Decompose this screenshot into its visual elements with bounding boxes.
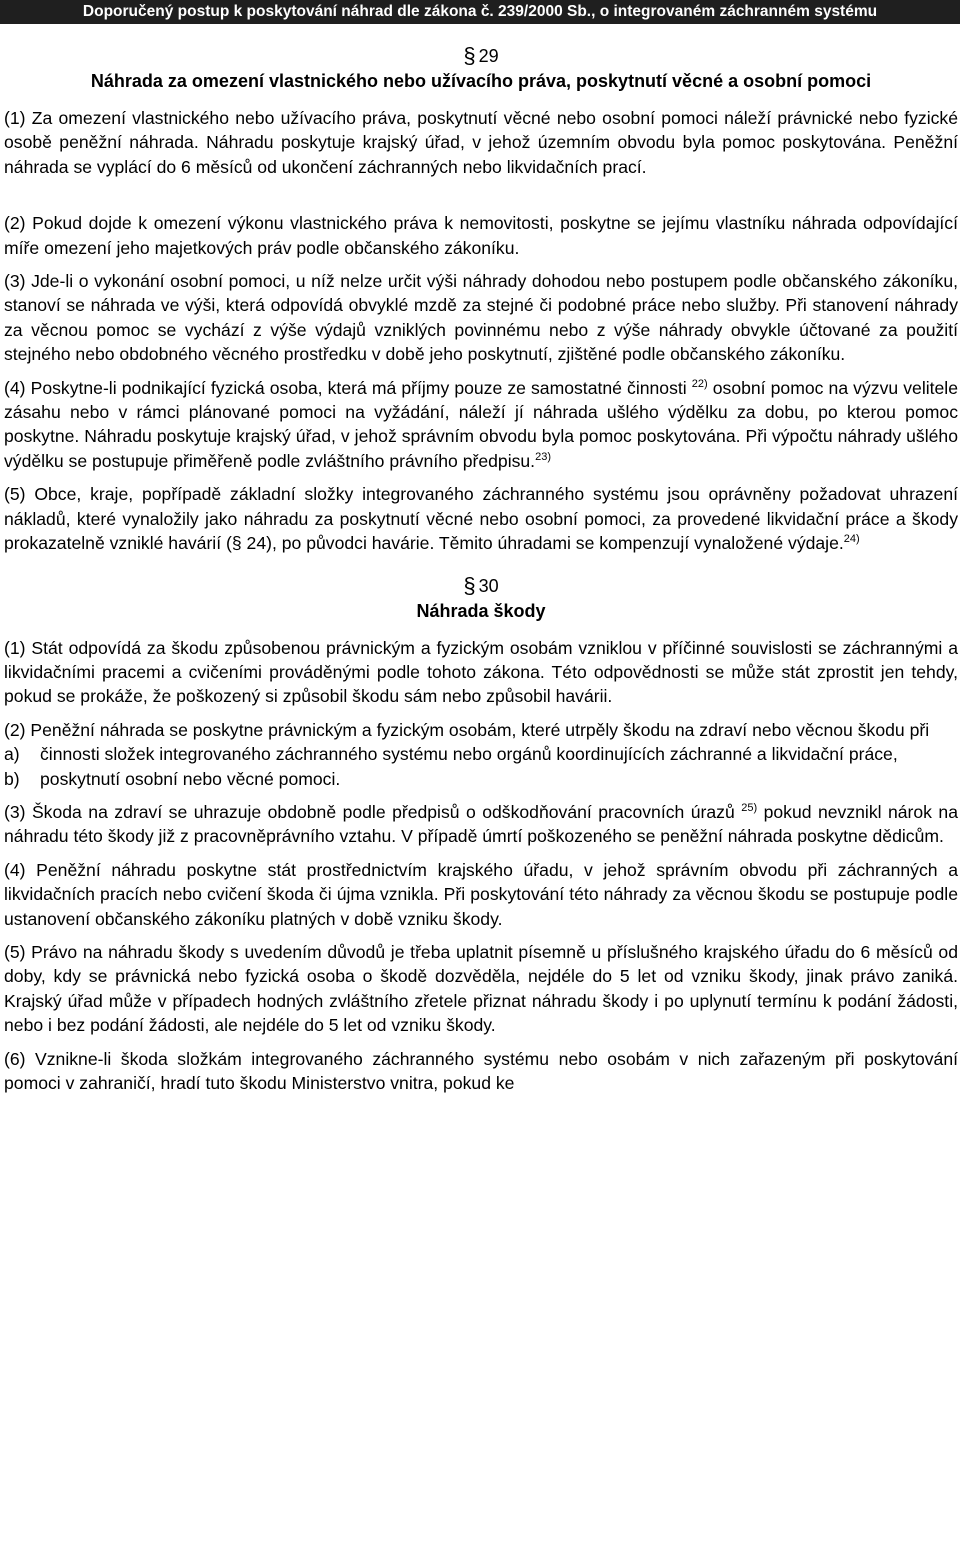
section-29 <box>4 44 958 556</box>
paragraph-text: (3) Škoda na zdraví se uhrazuje obdobně podle předpisů o odškodňování pracovních úrazů <box>4 801 735 822</box>
page-header <box>0 0 960 24</box>
footnote-ref: 23) <box>535 450 551 463</box>
list-marker: a) <box>4 744 20 765</box>
paragraph-29-1: (1) Za omezení vlastnického nebo užívacího práva, poskytnutí věcné nebo osobní pomoci náleží právnické nebo fyzické osobě peněžní náhrada. Náhradu poskytuje krajský úřad, v jehož územním obvodu byla pomoc poskytována. Peněžní náhrada se vyplácí do 6 měsíců od ukončení záchranných nebo likvidačních prací. <box>4 108 958 177</box>
paragraph-30-4: (4) Peněžní náhradu poskytne stát prostřednictvím krajského úřadu, v jehož správním obvodu při záchranných a likvidačních pracích nebo cvičení škoda či újma vznikla. Při poskytování této náhrady za věcnou škodu se postupuje podle ustanovení občanského zákoníku platných v době vzniku škody. <box>4 859 958 929</box>
section-number <box>4 574 958 598</box>
paragraph-text: 24), po původci havárie. Těmito úhradami se kompenzují vynaložené výdaje. <box>241 533 844 554</box>
paragraph-29-2: (2) Pokud dojde k omezení výkonu vlastnického práva k nemovitosti, poskytne se jejímu vlastníku náhrada odpovídající míře omezení jeho majetkových práv podle občanského zákoníku. <box>4 213 958 258</box>
list-item-text: poskytnutí osobní nebo věcné pomoci. <box>40 768 341 789</box>
paragraph-30-2: (2) Peněžní náhrada se poskytne právnickým a fyzickým osobám, které utrpěly škodu na zdraví nebo věcnou škodu při <box>4 719 930 740</box>
section-symbol: § <box>463 572 476 598</box>
paragraph-29-3: (3) Jde-li o vykonání osobní pomoci, u níž nelze určit výši náhrady dohodou nebo postupem podle občanského zákoníku, stanoví se náhrada ve výši, která odpovídá obvyklé mzdě za stejné či podobné práce nebo služby. Při stanovení náhrady za věcnou pomoc se vychází z výše výdajů vzniklých povinnému nebo z výše náhrady obvykle účtované za použití stejného nebo obdobného věcného prostředku v době jeho poskytnutí, zjištěné podle občanského zákoníku. <box>4 271 958 365</box>
paragraph-30-1: (1) Stát odpovídá za škodu způsobenou právnickým a fyzickým osobám vzniklou v příčinné souvislosti se záchrannými a likvidačními pracemi a cvičeními prováděnými podle tohoto zákona. Této odpovědnosti se může stát zprostit jen tehdy, pokud se prokáže, že poškozený si způsobil škodu sám nebo způsobil havárii. <box>4 637 958 707</box>
paragraph-30-6: (6) Vznikne-li škoda složkám integrovaného záchranného systému nebo osobám v nich zařazeným při poskytování pomoci v zahraničí, hradí tuto škodu Ministerstvo vnitra, pokud ke <box>4 1048 958 1093</box>
section-30 <box>4 574 958 1096</box>
section-symbol: § <box>463 43 476 68</box>
paragraph-29-4 <box>4 376 958 474</box>
section-number <box>4 44 958 68</box>
document-body <box>4 44 958 1104</box>
list-item <box>4 742 958 766</box>
section-number-value: 29 <box>478 46 499 66</box>
paragraph-text: pokud nevznikl nárok na náhradu této škody již z pracovněprávního vztahu. V případě úmrtí poškozeného se peněžní náhrada poskytne dědicům. <box>4 801 959 847</box>
list-item <box>4 767 958 791</box>
section-title: Náhrada za omezení vlastnického nebo užívacího práva, poskytnutí věcné a osobní pomoci <box>90 71 872 91</box>
section-symbol-inline: § <box>231 533 242 554</box>
paragraph-text: (4) Poskytne-li podnikající fyzická osoba, která má příjmy pouze ze samostatné činnosti <box>4 377 687 398</box>
list-item-text: činnosti složek integrovaného záchranného systému nebo orgánů koordinujících záchranné a likvidační práce, <box>40 744 898 765</box>
paragraph-30-2-list <box>4 742 958 791</box>
paragraph-text: osobní pomoc na výzvu velitele zásahu nebo v rámci plánované pomoci na vyžádání, náleží jí náhrada ušlého výdělku za dobu, po kterou pomoc poskytne. Náhradu poskytuje krajský úřad, v jehož správním obvodu byla pomoc poskytována. Při výpočtu náhrady ušlého výdělku se postupuje přiměřeně podle zvláštního právního předpisu. <box>4 377 958 471</box>
header-title: Doporučený postup k poskytování náhrad dle zákona č. 239/2000 Sb., o integrovaném záchranném systému <box>82 3 878 20</box>
footnote-ref: 25) <box>741 801 758 814</box>
footnote-ref: 22) <box>691 377 708 390</box>
list-marker: b) <box>4 768 20 789</box>
paragraph-30-3 <box>4 800 958 849</box>
footnote-ref: 24) <box>843 533 860 546</box>
paragraph-text: (5) Obce, kraje, popřípadě základní složky integrovaného záchranného systému jsou oprávněny požadovat uhrazení nákladů, které vynaložily jako náhradu za poskytnutí věcné nebo osobní pomoci, za provedené likvidační práce a škody prokazatelně vzniklé havárií ( <box>4 484 958 554</box>
section-title: Náhrada škody <box>416 600 546 621</box>
section-number-value: 30 <box>478 575 499 596</box>
paragraph-30-5: (5) Právo na náhradu škody s uvedením důvodů je třeba uplatnit písemně u příslušného krajského úřadu do 6 měsíců od doby, kdy se právnická nebo fyzická osoba o škodě dozvěděla, nejdéle do 5 let od vzniku škody, jinak právo zaniká. Krajský úřad může v případech hodných zvláštního zřetele přiznat náhradu škody i po uplynutí termínu k podání žádosti, nebo i bez podání žádosti, ale nejdéle do 5 let od vzniku škody. <box>4 941 958 1036</box>
paragraph-29-5 <box>4 482 958 555</box>
